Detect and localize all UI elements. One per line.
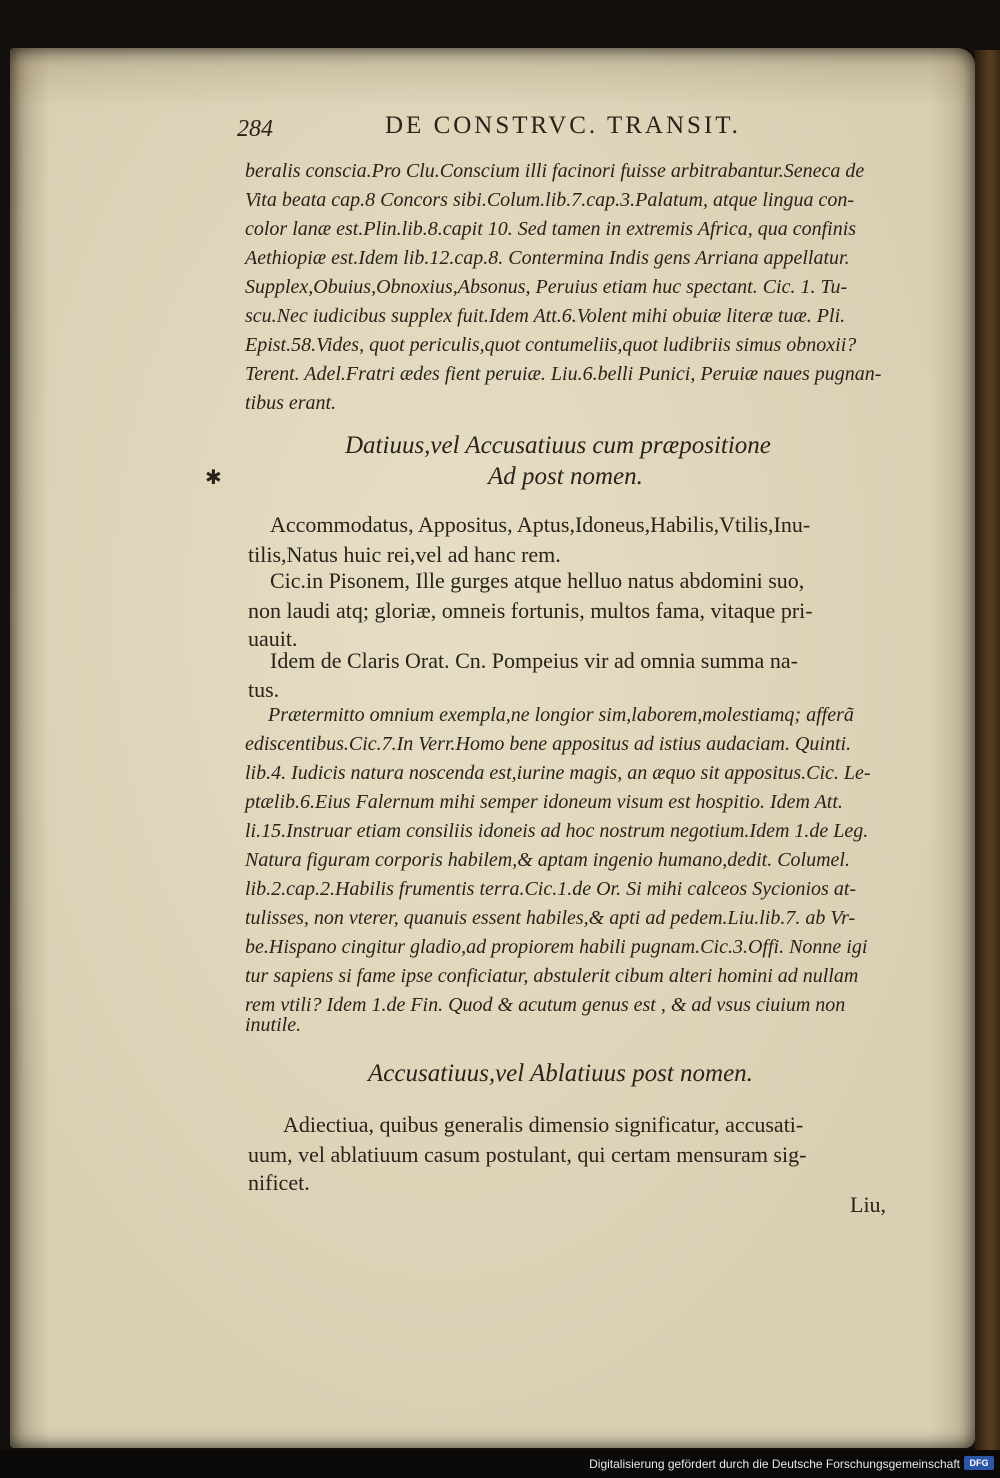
text-line: tulisses, non vterer, quanuis essent habiles,& apti ad pedem.Liu.lib.7. ab Vr-	[245, 907, 856, 929]
text-line: non laudi atq; gloriæ, omneis fortunis, multos fama, vitaque pri-	[248, 598, 813, 623]
running-head: DE CONSTRVC. TRANSIT.	[385, 112, 741, 139]
text-line: rem vtili? Idem 1.de Fin. Quod & acutum genus est , & ad vsus ciuium non	[245, 994, 846, 1016]
text-line: ediscentibus.Cic.7.In Verr.Homo bene appositus ad istius audaciam. Quinti.	[245, 733, 852, 755]
page-number: 284	[237, 116, 273, 142]
text-line: Terent. Adel.Fratri ædes fient peruiæ. Liu.6.belli Punici, Peruiæ naues pugnan-	[245, 363, 882, 385]
text-line: Idem de Claris Orat. Cn. Pompeius vir ad omnia summa na-	[270, 648, 798, 673]
text-line: Prætermitto omnium exempla,ne longior sim,laborem,molestiamq; afferã	[268, 704, 854, 726]
text-line: tur sapiens si fame ipse conficiatur, abstulerit cibum alteri homini ad nullam	[245, 965, 859, 987]
text-line: Adiectiua, quibus generalis dimensio significatur, accusati-	[283, 1112, 804, 1137]
text-line: lib.2.cap.2.Habilis frumentis terra.Cic.1.de Or. Si mihi calceos Sycionios at-	[245, 878, 857, 900]
text-line: Accommodatus, Appositus, Aptus,Idoneus,Habilis,Vtilis,Inu-	[270, 512, 811, 537]
text-line: Natura figuram corporis habilem,& aptam ingenio humano,dedit. Columel.	[245, 849, 850, 871]
text-line: tilis,Natus huic rei,vel ad hanc rem.	[248, 542, 561, 567]
text-line: Vita beata cap.8 Concors sibi.Colum.lib.7.cap.3.Palatum, atque lingua con-	[245, 189, 855, 211]
footer-bar	[0, 1450, 1000, 1478]
text-line: li.15.Instruar etiam consiliis idoneis ad hoc nostrum negotium.Idem 1.de Leg.	[245, 820, 869, 842]
book-edge	[975, 50, 1000, 1450]
text-line: ptælib.6.Eius Falernum mihi semper idoneum visum est hospitio. Idem Att.	[245, 791, 843, 813]
section-heading: Accusatiuus,vel Ablatiuus post nomen.	[368, 1060, 753, 1087]
text-line: nificet.	[248, 1170, 310, 1195]
text-line: Aethiopiæ est.Idem lib.12.cap.8. Contermina Indis gens Arriana appellatur.	[245, 247, 850, 269]
text-line: lib.4. Iudicis natura noscenda est,iurine magis, an æquo sit appositus.Cic. Le-	[245, 762, 871, 784]
dfg-logo: DFG	[964, 1456, 994, 1470]
text-line: uum, vel ablatiuum casum postulant, qui certam mensuram sig-	[248, 1142, 807, 1167]
text-line: uauit.	[248, 626, 298, 651]
text-line: inutile.	[245, 1014, 302, 1036]
footer-text: Digitalisierung gefördert durch die Deutsche Forschungsgemeinschaft	[589, 1457, 960, 1471]
section-heading: Ad post nomen.	[488, 463, 643, 490]
text-line: Supplex,Obuius,Obnoxius,Absonus, Peruius etiam huc spectant. Cic. 1. Tu-	[245, 276, 848, 298]
text-line: Epist.58.Vides, quot periculis,quot contumeliis,quot ludibriis simus obnoxii?	[245, 334, 857, 356]
text-line: tibus erant.	[245, 392, 337, 414]
section-heading: Datiuus,vel Accusatiuus cum præpositione	[345, 432, 771, 459]
text-line: tus.	[248, 677, 280, 702]
text-line: Cic.in Pisonem, Ille gurges atque helluo natus abdomini suo,	[270, 568, 805, 593]
catchword: Liu,	[850, 1192, 887, 1217]
asterisk-mark: ✱	[205, 467, 222, 489]
text-line: scu.Nec iudicibus supplex fuit.Idem Att.6.Volent mihi obuiæ literæ tuæ. Pli.	[245, 305, 846, 327]
text-line: be.Hispano cingitur gladio,ad propiorem habili pugnam.Cic.3.Offi. Nonne igi	[245, 936, 868, 958]
text-line: color lanæ est.Plin.lib.8.capit 10. Sed tamen in extremis Africa, qua confinis	[245, 218, 857, 240]
text-line: beralis conscia.Pro Clu.Conscium illi facinori fuisse arbitrabantur.Seneca de	[245, 160, 865, 182]
